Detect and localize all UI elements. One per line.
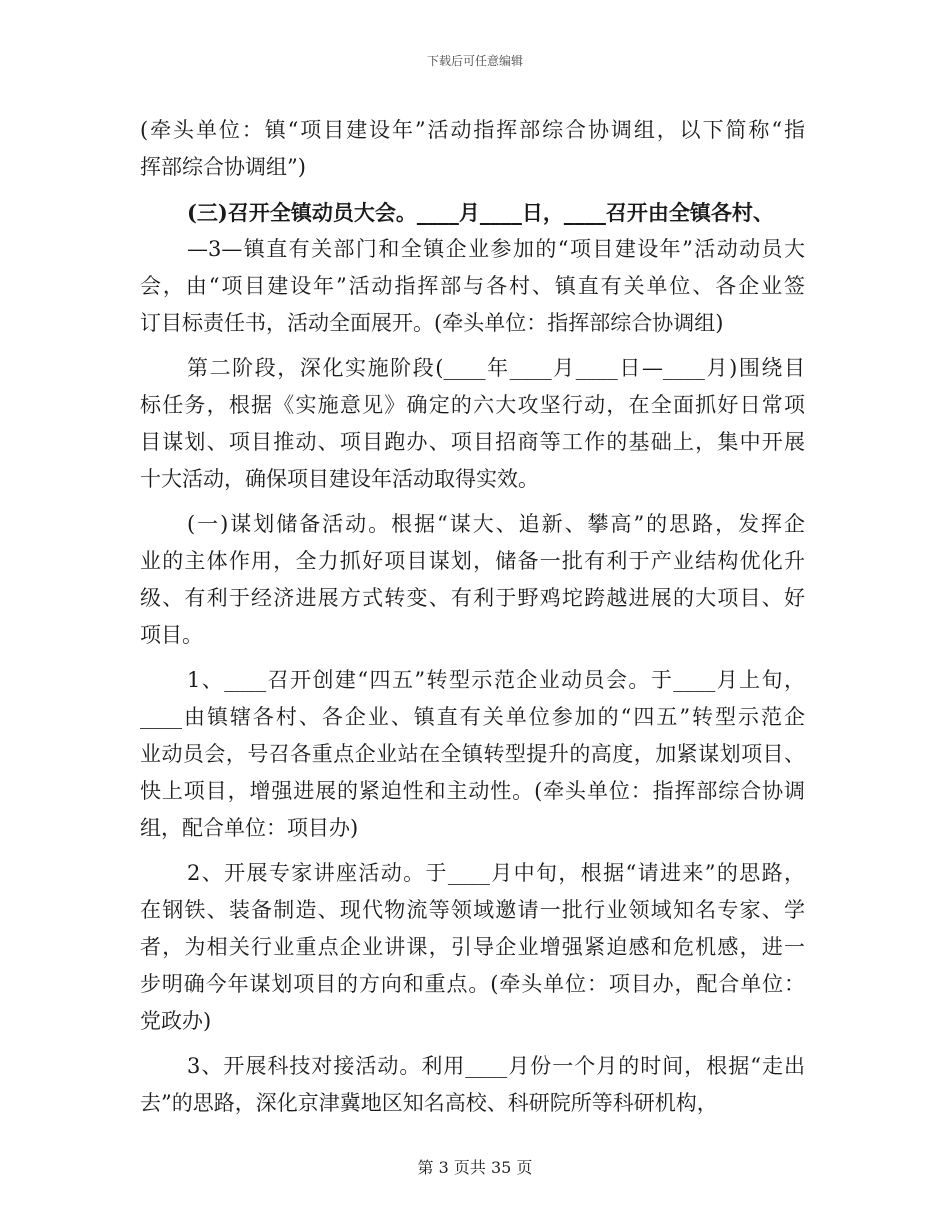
text-line: (一)谋划储备活动。根据“谋大、追新、攀高”的思路，发挥企 (187, 512, 805, 536)
text-line: 业的主体作用，全力抓好项目谋划，储备一批有利于产业结构优化升 (140, 549, 805, 573)
text-line: 1、____召开创建“四五”转型示范企业动员会。于____月上旬， (187, 668, 805, 692)
text-line: 业动员会，号召各重点企业站在全镇转型提升的高度，加紧谋划项目、 (140, 742, 805, 766)
section-heading (140, 194, 805, 231)
paragraph (140, 855, 805, 1040)
text-line: 订目标责任书，活动全面展开。(牵头单位：指挥部综合协调组) (140, 311, 724, 335)
text-line: 级、有利于经济进展方式转变、有利于野鸡坨跨越进展的大项目、好 (140, 586, 805, 610)
page-header: 下载后可任意编辑 (426, 54, 523, 68)
page-footer: 第 3 页共 35 页 (417, 1158, 533, 1177)
text-line: 党政办) (140, 1009, 212, 1033)
text-line: 目谋划、项目推动、项目跑办、项目招商等工作的基础上，集中开展 (140, 430, 805, 454)
text-line: 挥部综合协调组”) (140, 155, 306, 179)
text-line: 快上项目，增强进展的紧迫性和主动性。(牵头单位：指挥部综合协调 (140, 779, 805, 803)
text-line: —3—镇直有关部门和全镇企业参加的“项目建设年”活动动员大 (187, 237, 805, 261)
paragraph (140, 112, 805, 186)
paragraph (140, 231, 805, 342)
text-line: 步明确今年谋划项目的方向和重点。(牵头单位：项目办，配合单位： (140, 972, 805, 996)
text-line: 组，配合单位：项目办) (140, 816, 359, 840)
paragraph (140, 350, 805, 498)
text-line: 十大活动，确保项目建设年活动取得实效。 (140, 467, 539, 491)
text-line: 2、开展专家讲座活动。于____月中旬，根据“请进来”的思路， (187, 861, 805, 885)
text-line: 项目。 (140, 623, 203, 647)
text-line: 在钢铁、装备制造、现代物流等领域邀请一批行业领域知名专家、学 (140, 898, 805, 922)
text-line: 者，为相关行业重点企业讲课，引导企业增强紧迫感和危机感，进一 (140, 935, 805, 959)
text-line: 去”的思路，深化京津冀地区知名高校、科研院所等科研机构， (140, 1091, 718, 1115)
paragraph (140, 506, 805, 654)
text-line: (牵头单位：镇“项目建设年”活动指挥部综合协调组，以下简称“指 (140, 118, 805, 142)
paragraph (140, 1048, 805, 1122)
text-line: ____由镇辖各村、各企业、镇直有关单位参加的“四五”转型示范企 (140, 705, 805, 729)
text-line: (三)召开全镇动员大会。____月____日，____召开由全镇各村、 (187, 200, 774, 225)
paragraph (140, 662, 805, 847)
text-line: 3、开展科技对接活动。利用____月份一个月的时间，根据“走出 (187, 1054, 805, 1078)
text-line: 会，由“项目建设年”活动指挥部与各村、镇直有关单位、各企业签 (140, 274, 805, 298)
text-line: 标任务，根据《实施意见》确定的六大攻坚行动，在全面抓好日常项 (140, 393, 805, 417)
document-body (140, 112, 805, 1122)
text-line: 第二阶段，深化实施阶段(____年____月____日—____月)围绕目 (187, 356, 805, 380)
